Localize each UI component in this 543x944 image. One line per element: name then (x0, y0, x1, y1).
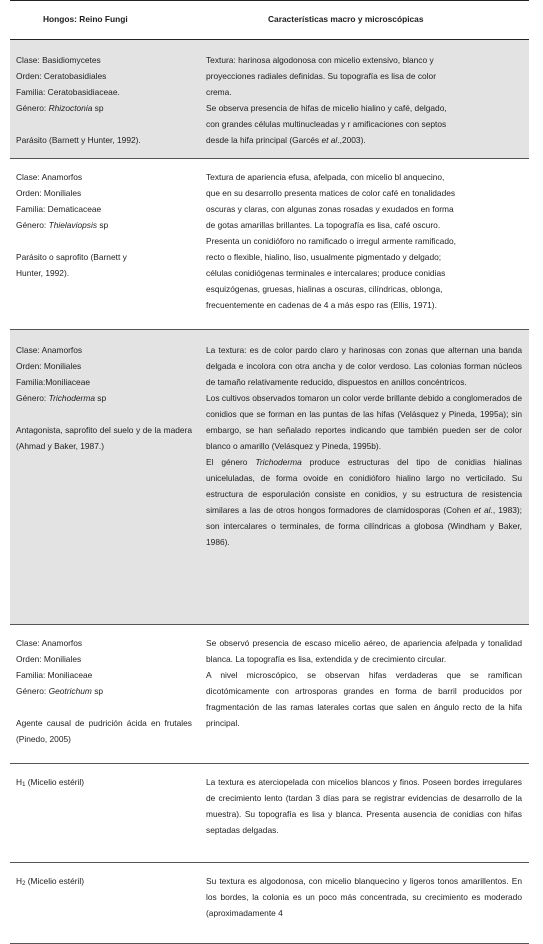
class-line: Clase: Anamorfos (16, 345, 83, 355)
texture-paragraph: La textura es aterciopelada con micelios blancos y finos. Poseen bordes irregulares de crecimiento lento (tardan 3 días para se registrar evidencias de desarrollo de la muestra). Su topografía es lisa y blanca. Presenta ausencia de conidias con hifas septadas delgadas. (206, 777, 522, 835)
sample-label (16, 873, 192, 892)
family-line: Familia: Moniliaceae (16, 670, 93, 680)
genus-label: Género: (16, 393, 49, 403)
taxonomy-cell (16, 169, 192, 281)
text-line: Presenta un conidióforo no ramificado o irregul armente ramificado, (206, 236, 456, 246)
role-note: Parásito (Barnett y Hunter, 1992). (16, 135, 141, 145)
genus-line (16, 390, 192, 406)
structure-paragraph (206, 454, 522, 550)
genus-suffix: sp (92, 103, 104, 113)
genus-name: Trichoderma (48, 393, 95, 403)
sample-letter: H (16, 876, 23, 886)
order-line: Orden: Moniliales (16, 361, 82, 371)
texture-paragraph: Su textura es algodonosa, con micelio blanquecino y ligeros tonos amarillentos. En los bordes, la colonia es un poco más concentrada, su crecimiento es moderado (aproximadamente 4 (206, 876, 522, 918)
header-fungi-kingdom: Hongos: Reino Fungi (43, 14, 128, 24)
characteristics-cell (206, 774, 522, 838)
paragraph-text: El género (206, 457, 256, 467)
citation-text: desde la hifa principal (Garcés (206, 135, 322, 145)
order-line: Orden: Ceratobasidiales (16, 71, 107, 81)
header-characteristics: Características macro y microscópicas (268, 14, 424, 24)
class-line: Clase: Anamorfos (16, 172, 83, 182)
sample-number: 1 (22, 782, 26, 788)
macroscopic-paragraph: Se observó presencia de escaso micelio aéreo, de apariencia afelpada y tonalidad blanca. La topografía es lisa, extendida y de crecimiento circular. (206, 638, 522, 664)
table-row-trichoderma (10, 330, 529, 625)
sample-description: (Micelio estéril) (25, 777, 85, 787)
genus-name: Trichoderma (255, 457, 302, 467)
order-line: Orden: Moniliales (16, 188, 82, 198)
genus-name: Rhizoctonia (48, 103, 93, 113)
text-line: con grandes células multinucleadas y r amificaciones con septos (206, 119, 447, 129)
table-row-thielaviopsis (10, 159, 529, 330)
citation-year: .,2003). (337, 135, 366, 145)
paragraph-text: produce estructuras del tipo de conidias hialinas uniceluladas, de forma ovoide en conidióforo hialino largo no verticilado. Su estructura de esporulación consiste en conidios, y su estructura de resistencia similares a las de otros hongos formadores de clamidosporas (Cohen (206, 457, 522, 515)
text-line: células conidiógenas terminales e intercalares; produce conidias (206, 268, 446, 278)
genus-line (16, 100, 192, 116)
class-line: Clase: Anamorfos (16, 638, 83, 648)
taxonomy-cell (16, 635, 192, 747)
family-line: Familia:Moniliaceae (16, 377, 91, 387)
paragraph-text: , 1983); son intercalares o terminales, de forma cilíndricas a globosa (Windham y Baker, 1986). (206, 505, 522, 547)
text-line: frecuentemente en cadenas de 4 a más espo ras (Ellis, 1971). (206, 300, 437, 310)
text-line: Se observa presencia de hifas de micelio hialino y café, delgado, (206, 103, 447, 113)
sample-letter: H (16, 777, 23, 787)
text-line (206, 132, 522, 148)
sample-number: 2 (22, 881, 26, 887)
text-line: recto o flexible, hialino, liso, usualmente pigmentado y delgado; (206, 252, 442, 262)
taxonomy-cell (16, 873, 192, 892)
characteristics-cell (206, 342, 522, 550)
table-row-h1 (10, 764, 529, 863)
table-row-rhizoctonia (10, 40, 529, 159)
characteristics-cell (206, 873, 522, 921)
genus-label: Género: (16, 103, 49, 113)
text-line: proyecciones radiales definidas. Su topografía es lisa de color (206, 71, 436, 81)
characteristics-cell (206, 52, 522, 148)
taxonomy-cell (16, 52, 192, 148)
genus-name: Geotrichum (48, 686, 92, 696)
table-header (10, 0, 529, 40)
genus-label: Género: (16, 220, 49, 230)
texture-paragraph: La textura: es de color pardo claro y harinosas con zonas que alternan una banda delgada e incolora con otra ancha y de color verdoso. Las colonias forman núcleos de tamaño relativamente reducido, dispuestos en anillos concéntricos. (206, 345, 522, 387)
text-line: crema. (206, 87, 232, 97)
role-note: Parásito o saprofito (Barnett y (16, 252, 127, 262)
table-row-h2 (10, 863, 529, 944)
role-note: Hunter, 1992). (16, 268, 70, 278)
genus-line (16, 217, 192, 233)
genus-line (16, 683, 192, 699)
text-line: que en su desarrollo presenta matices de color café en tonalidades (206, 188, 456, 198)
sample-label (16, 774, 192, 793)
characteristics-cell (206, 635, 522, 731)
text-line: Textura: harinosa algodonosa con micelio extensivo, blanco y (206, 55, 434, 65)
taxonomy-cell (16, 342, 192, 454)
family-line: Familia: Dematicaceae (16, 204, 102, 214)
taxonomy-cell (16, 774, 192, 793)
citation-etal: et al (321, 135, 338, 145)
text-line: Textura de apariencia efusa, afelpada, con micelio bl anquecino, (206, 172, 445, 182)
fungi-table (10, 0, 529, 944)
genus-label: Género: (16, 686, 49, 696)
family-line: Familia: Ceratobasidiaceae. (16, 87, 120, 97)
microscopic-paragraph: A nivel microscópico, se observan hifas verdaderas que se ramifican dicotómicamente con artrosporas grandes en forma de barril producidos por fragmentación de las ramas laterales cortas que salen en ángulo recto de la hifa principal. (206, 670, 522, 728)
sample-description: (Micelio estéril) (25, 876, 85, 886)
order-line: Orden: Moniliales (16, 654, 82, 664)
culture-paragraph: Los cultivos observados tomaron un color verde brillante debido a conglomerados de conidios que se forman en las puntas de las hifas (Velásquez y Pineda, 1995a); sin embargo, se han señalado reportes indicando que también pueden ser de color blanco o amarillo (Velásquez y Pineda, 1995b). (206, 393, 522, 451)
text-line: de gotas amarillas brillantes. La topografía es lisa, café oscuro. (206, 220, 441, 230)
class-line: Clase: Basidiomycetes (16, 55, 101, 65)
table-row-geotrichum (10, 625, 529, 764)
citation-etal: et al. (473, 505, 493, 515)
characteristics-cell (206, 169, 522, 313)
text-line: oscuras y claras, con algunas zonas rosadas y exudados en forma (206, 204, 454, 214)
role-note: Antagonista, saprofito del suelo y de la madera (Ahmad y Baker, 1987.) (16, 425, 192, 451)
genus-name: Thielaviopsis (48, 220, 98, 230)
genus-suffix: sp (91, 686, 104, 696)
text-line: esquizógenas, gruesas, hialinas a oscuras, cilíndricas, oblonga, (206, 284, 443, 294)
genus-suffix: sp (94, 393, 107, 403)
genus-suffix: sp (97, 220, 109, 230)
role-note: Agente causal de pudrición ácida en frutales (Pinedo, 2005) (16, 718, 192, 744)
